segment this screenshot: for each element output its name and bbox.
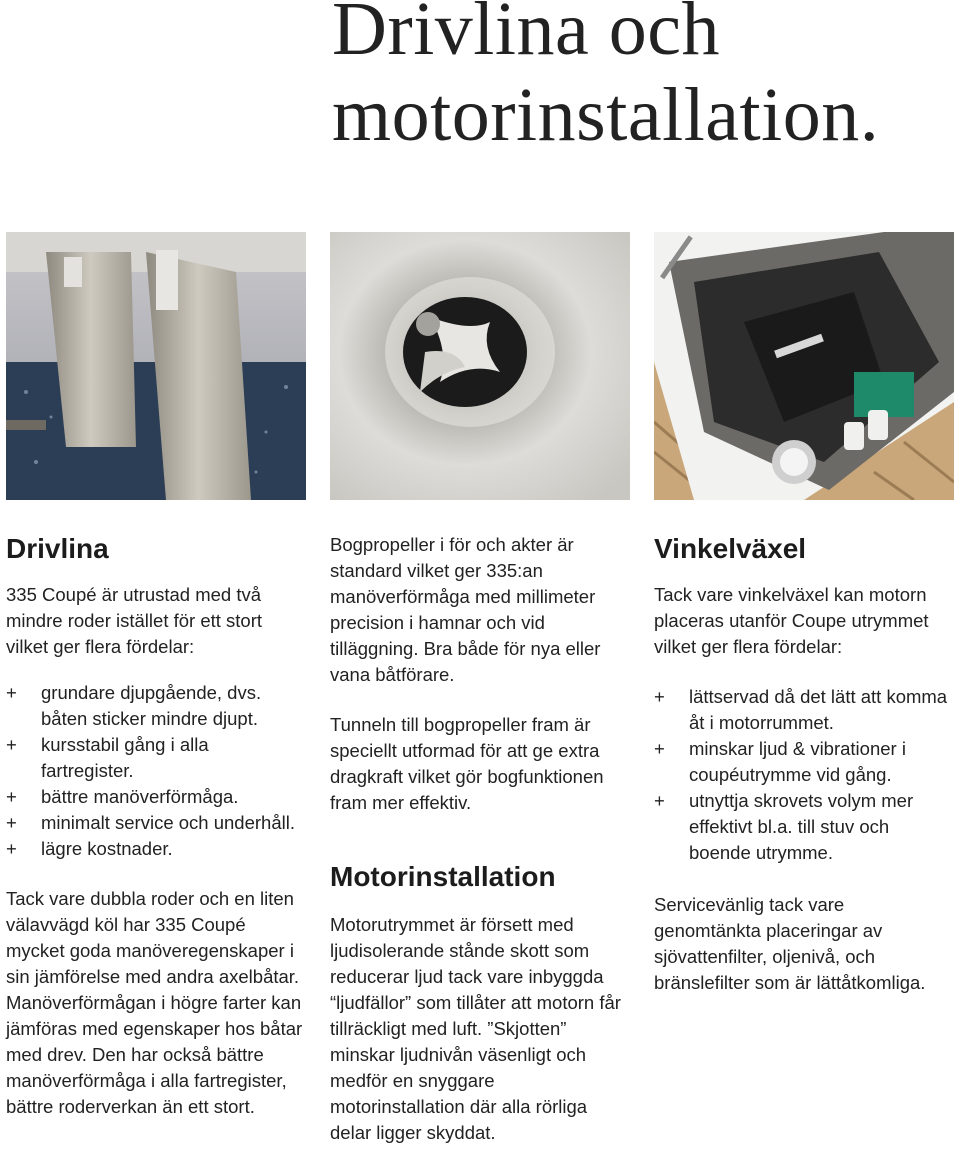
thruster-column xyxy=(330,532,630,1146)
drivetrain-benefits-list xyxy=(6,680,306,862)
angle-drive-benefits-list xyxy=(654,684,954,866)
bow-thruster-photo xyxy=(330,232,630,500)
thruster-paragraph-1: Bogpropeller i för och akter är standard vilket ger 335:an manöverförmåga med millimeter precision i hamnar och vid tilläggning. Bra både för nya eller vana båtförare. xyxy=(330,534,601,685)
drivetrain-intro: 335 Coupé är utrustad med två mindre roder istället för ett stort vilket ger flera fördelar: xyxy=(6,584,263,657)
page-title-line-2: motorinstallation. xyxy=(332,73,880,157)
list-item: + utnyttja skrovets volym mer effektivt bl.a. till stuv och boende utrymme. xyxy=(654,790,914,863)
thruster-paragraph-2: Tunneln till bogpropeller fram är speciellt utformad för att ge extra dragkraft vilket gör bogfunktionen fram mer effektiv. xyxy=(330,714,604,813)
list-item: + lättservad då det lätt att komma åt i motorrummet. xyxy=(654,686,948,733)
drivetrain-heading: Drivlina xyxy=(6,533,109,564)
rudders-photo xyxy=(6,232,306,500)
list-item: + minimalt service och underhåll. xyxy=(6,812,295,833)
angle-drive-intro: Tack vare vinkelväxel kan motorn placeras utanför Coupe utrymmet vilket ger flera fördelar: xyxy=(654,584,929,657)
drivetrain-column xyxy=(6,532,306,1120)
engine-installation-body: Motorutrymmet är försett med ljudisolerande stånde skott som reducerar ljud tack vare inbyggda “ljudfällor” som tillåter att motorn får tillräckligt med luft. ”Skjotten” minskar ljudnivån väsenligt och medför en snyggare motorinstallation där alla rörliga delar ligger skyddat. xyxy=(330,914,621,1143)
page-title-line-1: Drivlina och xyxy=(332,0,721,71)
list-item: + kursstabil gång i alla fartregister. xyxy=(6,734,209,781)
list-item: + bättre manöverförmåga. xyxy=(6,786,239,807)
angle-drive-column xyxy=(654,532,954,996)
engine-installation-heading: Motorinstallation xyxy=(330,861,556,892)
engine-compartment-photo xyxy=(654,232,954,500)
page-title xyxy=(332,0,879,158)
angle-drive-body: Servicevänlig tack vare genomtänkta placeringar av sjövattenfilter, oljenivå, och bränslefilter som är lättåtkomliga. xyxy=(654,894,926,993)
list-item: + minskar ljud & vibrationer i coupéutrymme vid gång. xyxy=(654,738,906,785)
drivetrain-body: Tack vare dubbla roder och en liten välavvägd köl har 335 Coupé mycket goda manöveregenskaper i sin jämförelse med andra axelbåtar. Manöverförmågan i högre farter kan jämföras med egenskaper hos båtar med drev. Den har också bättre manöverförmåga i alla fartregister, bättre roderverkan än ett stort. xyxy=(6,888,303,1117)
list-item: + lägre kostnader. xyxy=(6,838,173,859)
angle-drive-heading: Vinkelväxel xyxy=(654,533,807,564)
list-item: + grundare djupgående, dvs. båten sticker mindre djupt. xyxy=(6,682,262,729)
